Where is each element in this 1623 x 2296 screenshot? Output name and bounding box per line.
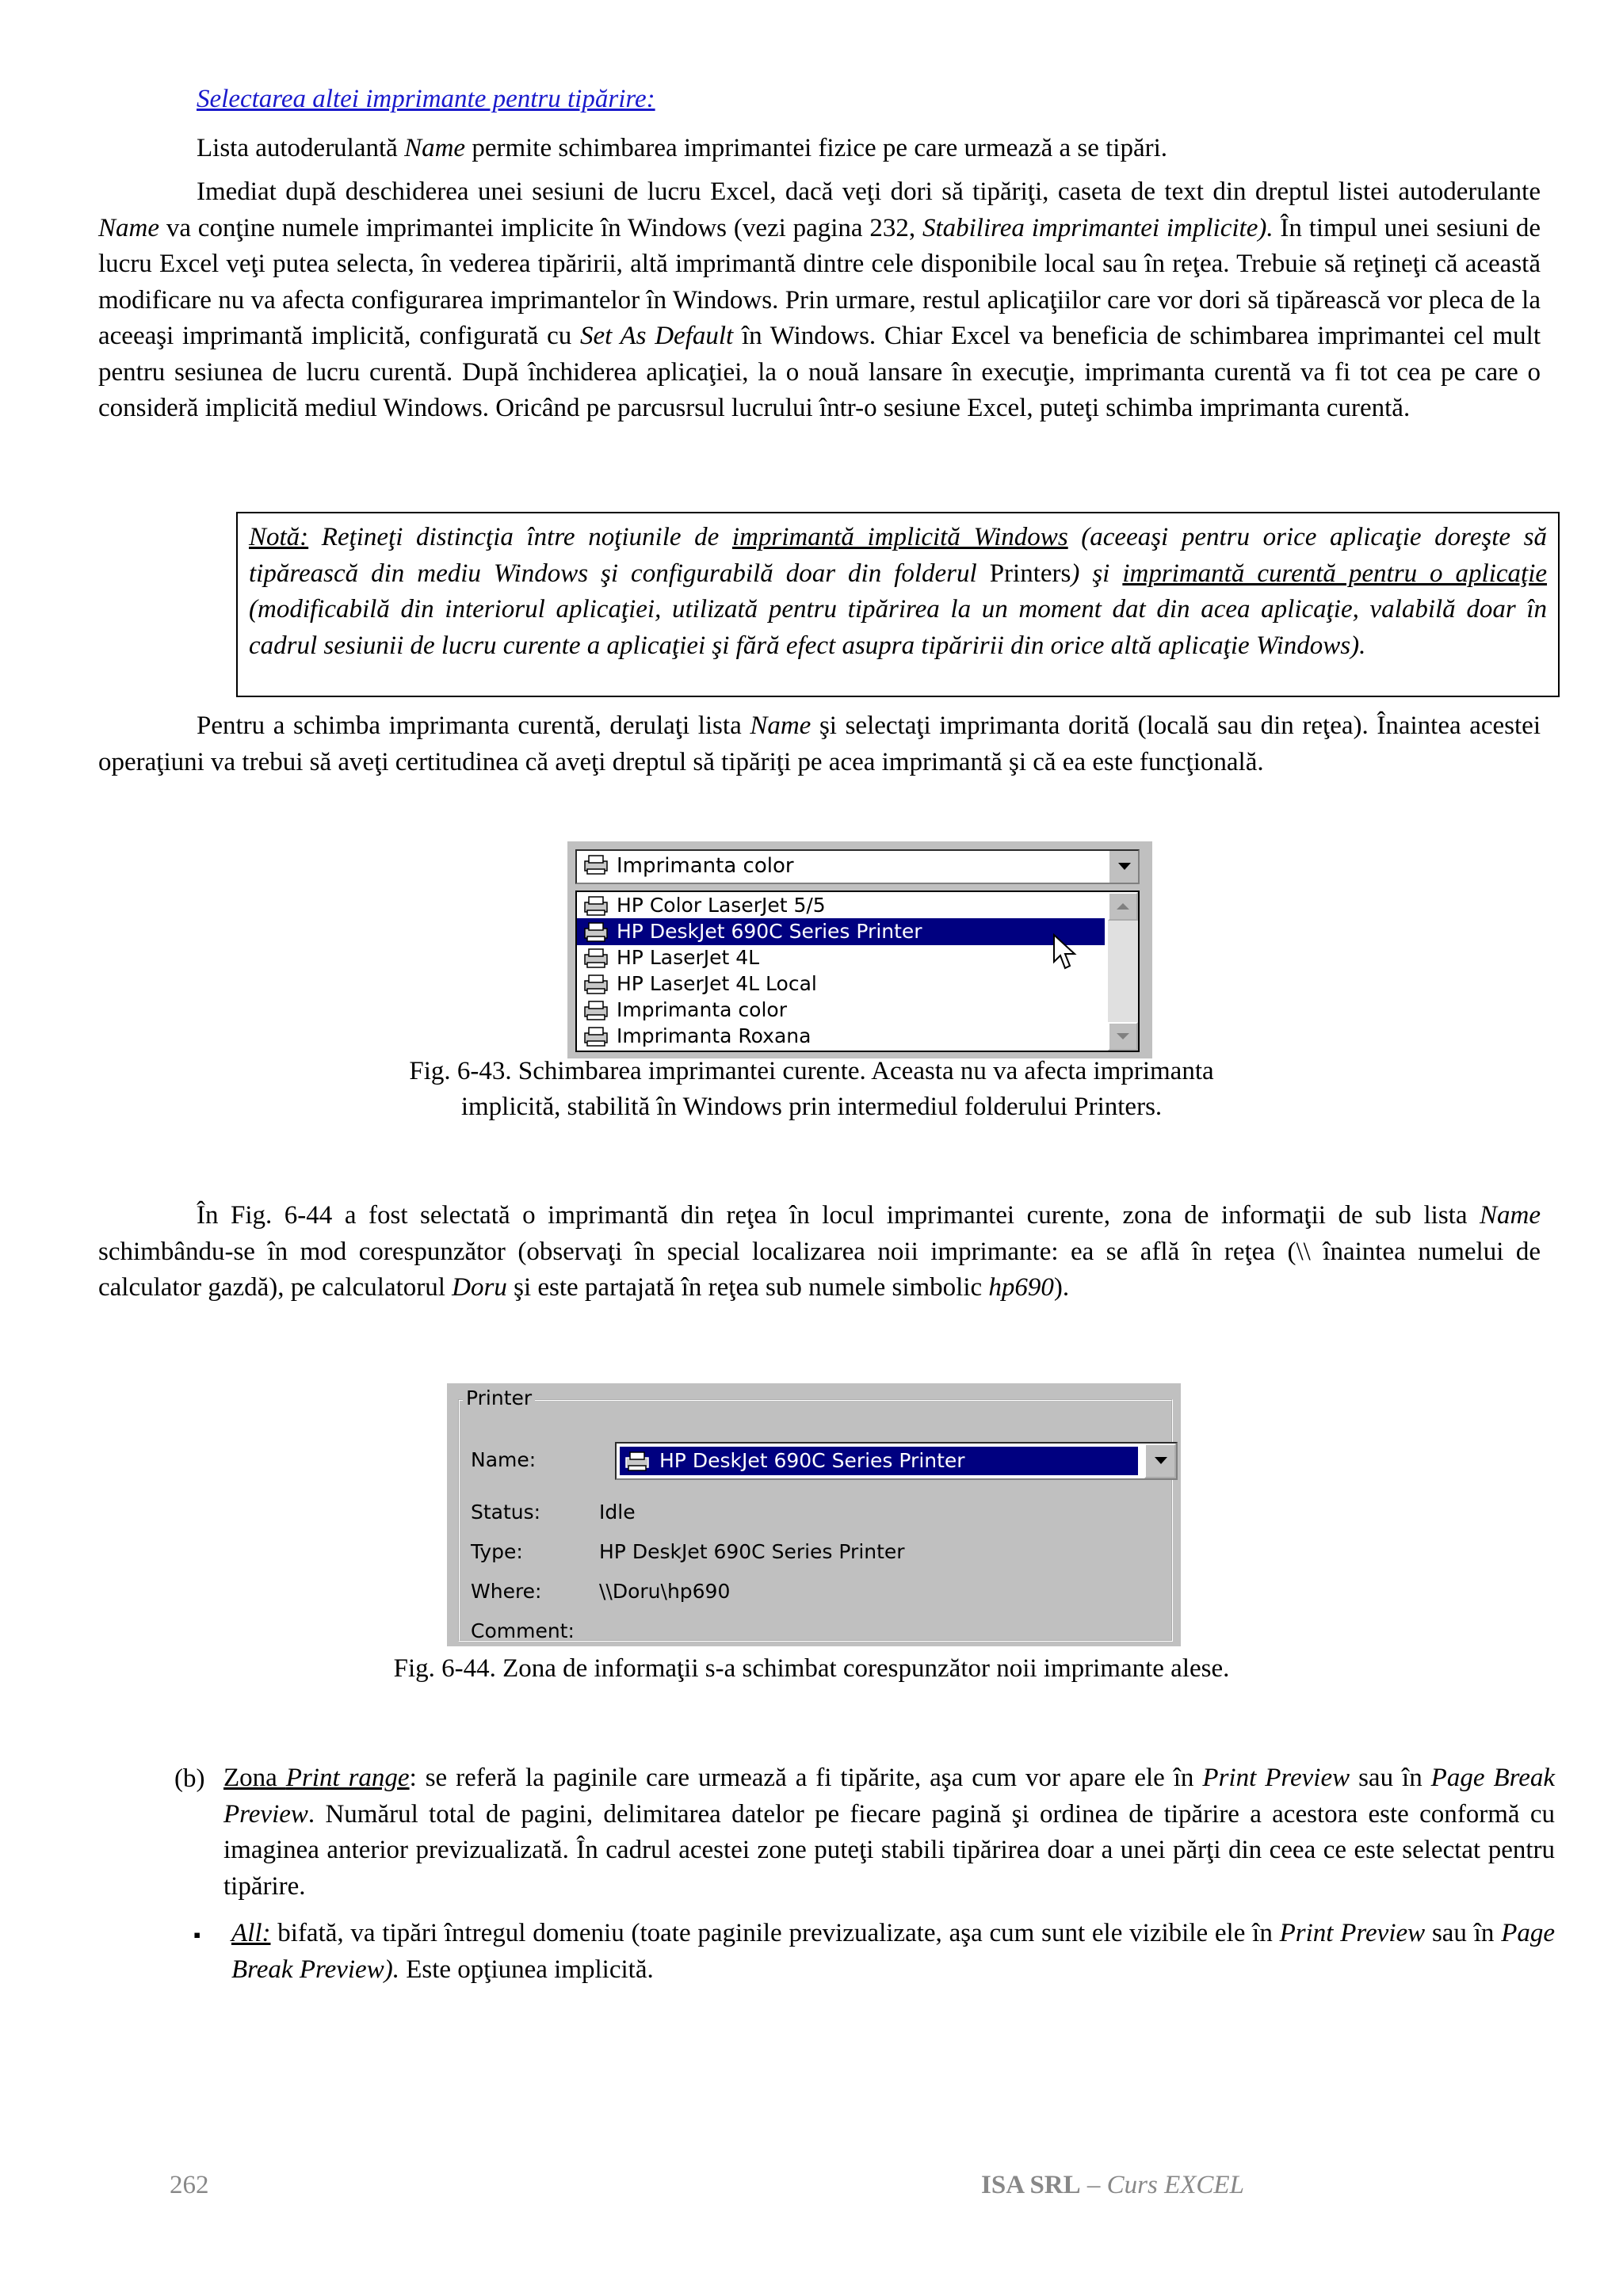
figure-caption-6-44: Fig. 6-44. Zona de informaţii s-a schimbat corespunzător noii imprimante alese. [393,1654,1230,1683]
name-value: HP DeskJet 690C Series Printer [659,1449,965,1472]
list-item[interactable]: HP Color LaserJet 5/5 [577,892,1105,919]
type-value: HP DeskJet 690C Series Printer [599,1540,905,1563]
figure-caption-6-43: Fig. 6-43. Schimbarea imprimantei curente. Aceasta nu va afecta imprimanta implicită, stabilită în Windows prin intermediul folderului Printers. [409,1057,1214,1121]
paragraph-network-printer: În Fig. 6-44 a fost selectată o imprimantă din reţea în locul imprimantei curente, zona de informaţii de sub lista Name schimbându-se în mod corespunzător (observaţi în special localizarea noii imprimante: ea se află în reţea (\\ înaintea numelui de calculator gazdă), pe calculatorul Doru şi este partajată în reţea sub numele simbolic hp690). [98,1201,1541,1302]
status-label: Status: [471,1501,541,1524]
printer-icon [582,853,612,875]
intro-line: Lista autoderulantă Name permite schimbarea imprimantei fizice pe care urmează a se tipări. [197,134,1168,162]
group-legend: Printer [463,1386,535,1409]
printer-icon [582,894,612,917]
paragraph-change-printer: Pentru a schimba imprimanta curentă, derulaţi lista Name şi selectaţi imprimanta dorită (locală sau din reţea). Înaintea acestei operaţiuni va trebui să aveţi certitudinea că aveţi dreptul să tipăriţi pe acea imprimantă şi că ea este funcţională. [98,711,1541,776]
combo-arrow-button[interactable] [1108,851,1138,883]
scroll-up-button[interactable] [1108,892,1138,921]
note-label: Notă: [249,523,309,551]
where-value: \\Doru\hp690 [599,1580,731,1603]
footer-brand: ISA SRL – Curs EXCEL [981,2171,1244,2199]
list-marker-b: (b) [174,1764,205,1793]
list-item-selected[interactable]: HP DeskJet 690C Series Printer [577,918,1105,945]
mouse-cursor-icon [1052,933,1079,971]
printer-group [458,1386,1173,1642]
status-value: Idle [599,1501,636,1524]
name-label: Name: [471,1448,537,1471]
name-combo-arrow[interactable] [1144,1444,1176,1478]
printer-icon [582,947,612,969]
printer-icon [582,921,612,943]
chevron-up-icon [1109,894,1136,919]
name-combo[interactable] [615,1442,1178,1480]
printer-icon [582,1025,612,1047]
printer-combo[interactable] [575,849,1140,884]
printer-icon [623,1450,653,1472]
where-label: Where: [471,1580,542,1603]
chevron-down-icon [1155,1457,1167,1464]
comment-label: Comment: [471,1619,575,1642]
list-scrollbar[interactable] [1108,892,1138,1051]
section-heading: Selectarea altei imprimante pentru tipărire: [197,85,655,113]
page-number: 262 [170,2171,209,2199]
list-item[interactable]: Imprimanta Roxana [577,1023,1105,1050]
scroll-down-button[interactable] [1108,1022,1138,1051]
cross-reference: Stabilirea imprimantei implicite). [922,213,1274,242]
printer-info-figure [447,1383,1181,1646]
type-label: Type: [471,1540,523,1563]
printer-icon [582,973,612,995]
print-range-description: Zona Print range: se referă la paginile care urmează a fi tipărite, aşa cum vor apare ele în Print Preview sau în Page Break Preview. Numărul total de pagini, delimitarea datelor pe fiecare pagină şi ordinea de tipărire a acestora este conformă cu imaginea anterior previzualizată. În cadrul acestei zone puteţi stabili tipărirea doar a unei părţi din ceea ce este selectat pentru tipărire. [223,1764,1556,1901]
printer-dropdown-figure [567,841,1152,1058]
name-term: Name [404,134,466,162]
list-item[interactable]: HP LaserJet 4L Local [577,971,1105,997]
printer-icon [582,999,612,1021]
all-label: All: [231,1919,271,1947]
bullet-marker: ▪ [193,1924,201,1947]
printer-list [575,891,1140,1052]
note-box: Notă: Reţineţi distincţia între noţiunile de imprimantă implicită Windows (aceeaşi pentru orice aplicaţie doreşte să tipărească din mediu Windows şi configurabilă doar din folderul Printers) şi imprimantă curentă pentru o aplicaţie (modificabilă din interiorul aplicaţiei, utilizată pentru tipărirea la un moment dat din acea aplicaţie, valabilă doar în cadrul sesiunii de lucru curente a aplicaţiei şi fără efect asupra tipăririi din orice altă aplicaţie Windows). [236,512,1560,697]
chevron-down-icon [1118,863,1131,870]
list-item[interactable]: Imprimanta color [577,997,1105,1024]
combo-value: Imprimanta color [617,854,794,878]
chevron-down-icon [1109,1024,1136,1049]
paragraph-default-printer: Imediat după deschiderea unei sesiuni de lucru Excel, dacă veţi dori să tipăriţi, caseta de text din dreptul listei autoderulante Name va conţine numele imprimantei implicite în Windows (vezi pagina 232, Stabilirea imprimantei implicite). În timpul unei sesiuni de lucru Excel veţi putea selecta, în vederea tipăririi, altă imprimantă dintre cele disponibile local sau în reţea. Trebuie să reţineţi că această modificare nu va afecta configurarea imprimantelor în Windows. Prin urmare, restul aplicaţiilor care vor dori să tipărească vor pleca de la aceeaşi imprimantă implicită, configurată cu Set As Default în Windows. Chiar Excel va beneficia de schimbarea imprimantei cel mult pentru sesiunea de lucru curentă. După închiderea aplicaţiei, la o nouă lansare în execuţie, imprimanta curentă va fi tot cea pe care o consideră implicită mediul Windows. Oricând pe parcusrsul lucrului într-o sesiune Excel, puteţi schimba imprimanta curentă. [98,177,1541,422]
list-item[interactable]: HP LaserJet 4L [577,944,1105,971]
all-option-description: All: bifată, va tipări întregul domeniu (toate paginile previzualizate, aşa cum sunt ele vizibile ele în Print Preview sau în Page Break Preview). Este opţiunea implicită. [231,1919,1555,1984]
